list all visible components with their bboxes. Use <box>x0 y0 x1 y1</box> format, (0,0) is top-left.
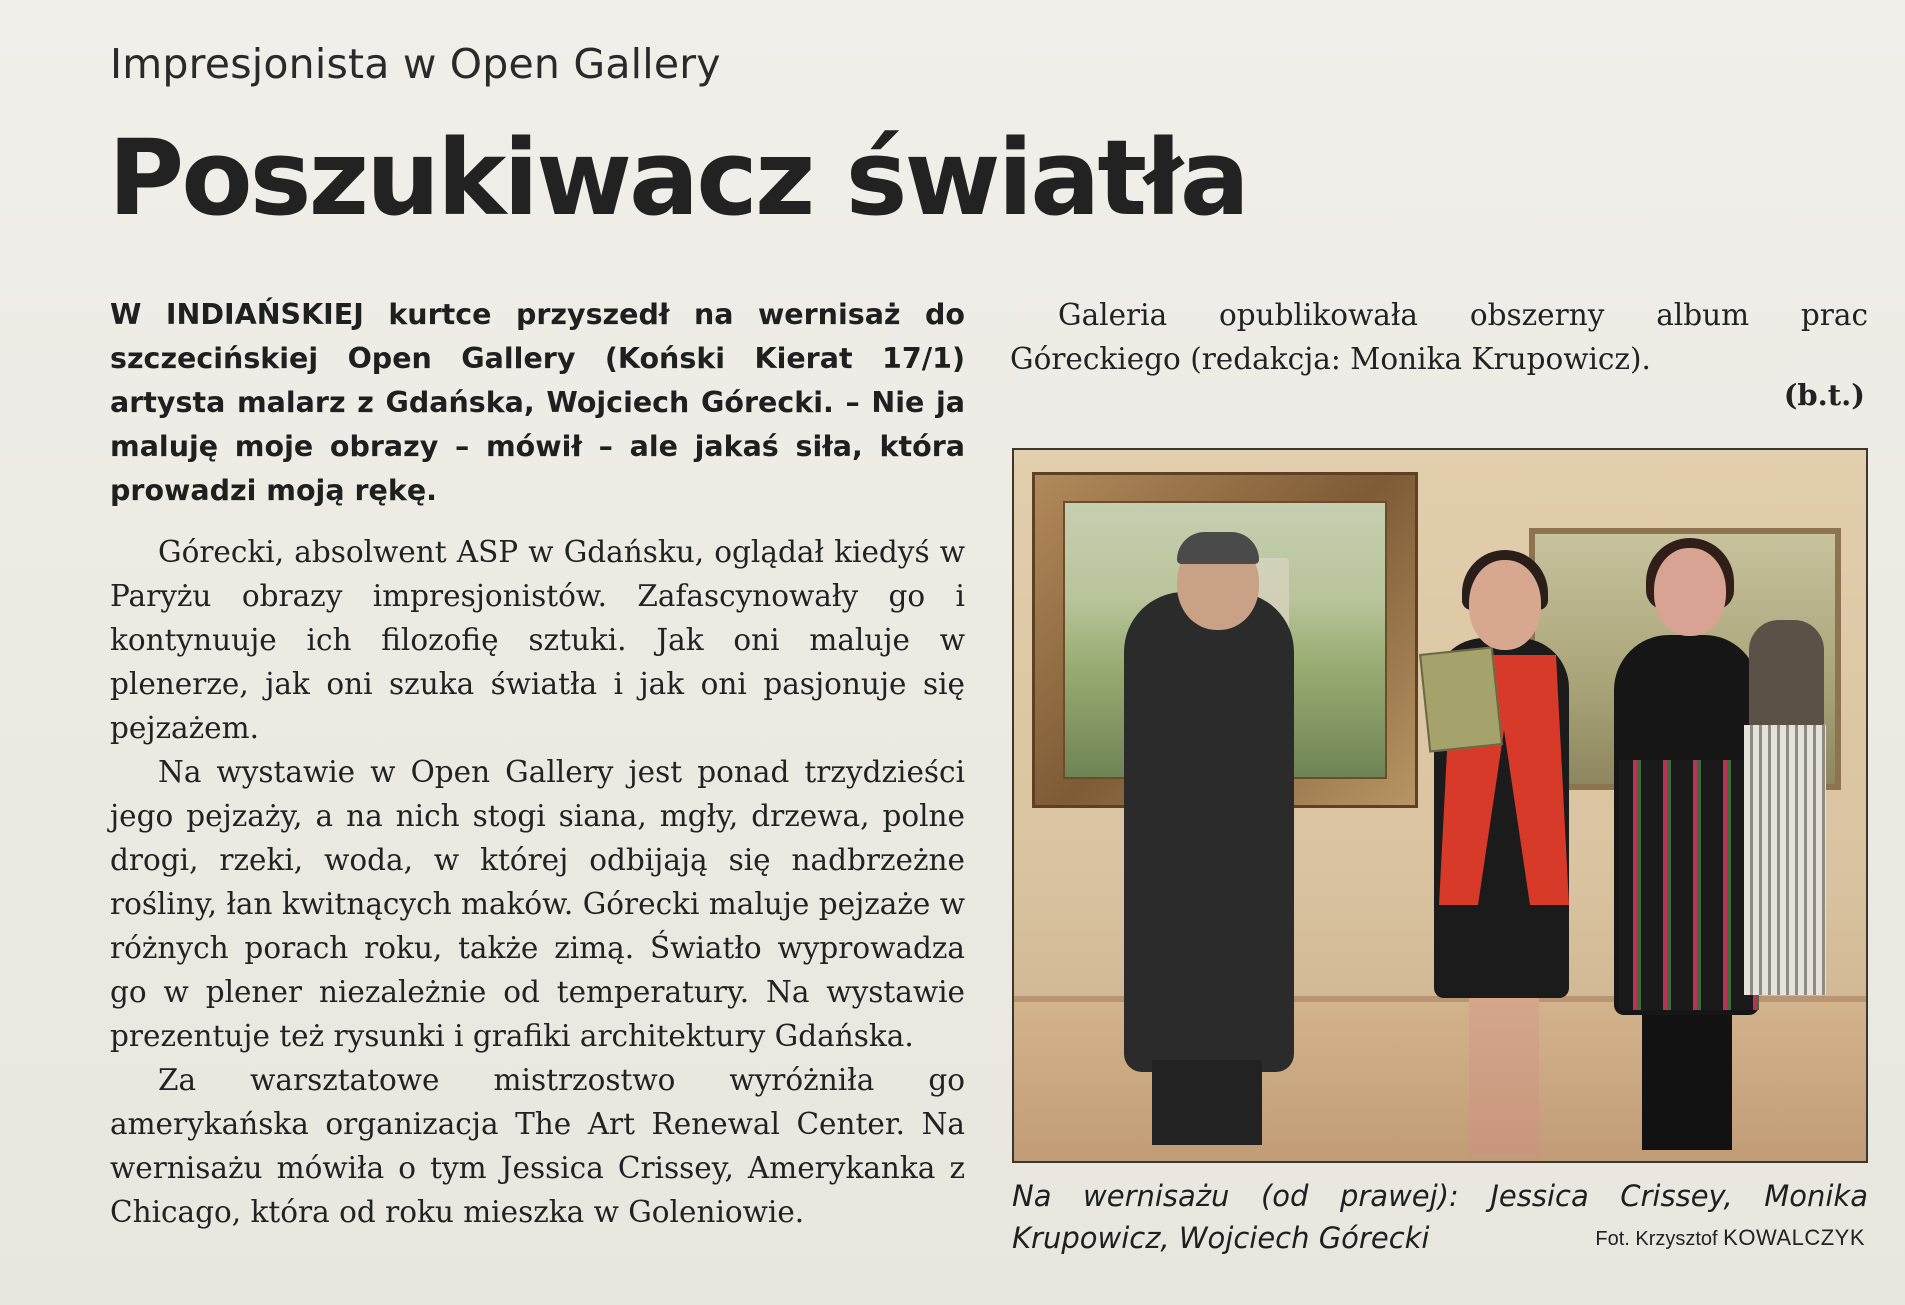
article-continuation <box>1010 293 1868 381</box>
sculpture-bust <box>1749 620 1824 730</box>
woman-right-head <box>1654 548 1726 636</box>
photo-credit <box>1595 1225 1865 1251</box>
article-photo <box>1012 448 1868 1163</box>
body-paragraph: Za warsztatowe mistrzostwo wyróżniła go amerykańska organizacja The Art Renewal Center. Na wernisażu mówiła o tym Jessica Crissey, Amerykanka z Chicago, która od roku mieszka w Goleniowie. <box>110 1063 965 1229</box>
photo-credit-name: KOWALCZYK <box>1723 1225 1865 1250</box>
woman-center-legs <box>1469 995 1539 1155</box>
woman-right-legs <box>1642 1010 1732 1150</box>
author-signature: (b.t.) <box>1783 378 1865 412</box>
body-paragraph: Na wystawie w Open Gallery jest ponad trzydzieści jego pejzaży, a na nich stogi siana, mgły, drzewa, polne drogi, rzeki, woda, w której odbijają się nadbrzeżne rośliny, łan kwitnących maków. Górecki maluje pejzaże w różnych porach roku, także zimą. Światło wyprowadza go w plener niezależnie od temperatury. Na wystawie prezentuje też rysunki i grafiki architektury Gdańska. <box>110 755 966 1053</box>
man-legs <box>1152 1060 1262 1145</box>
body-paragraph: Górecki, absolwent ASP w Gdańsku, oglądał kiedyś w Paryżu obrazy impresjonistów. Zafascynowały go i kontynuuje ich filozofię sztuki. Jak oni maluje w plenerze, jak oni szuka światła i jak oni pasjonuje się pejzażem. <box>110 535 965 745</box>
patterned-dress <box>1619 760 1759 1010</box>
man-hair <box>1177 532 1259 564</box>
article-headline: Poszukiwacz światła <box>108 117 1247 239</box>
sculpture-stand <box>1744 725 1826 995</box>
article-body <box>110 530 965 1234</box>
woman-center-head <box>1469 560 1541 650</box>
photo-credit-prefix: Fot. Krzysztof <box>1595 1228 1718 1250</box>
man-figure <box>1124 592 1294 1072</box>
article-kicker: Impresjonista w Open Gallery <box>110 40 721 88</box>
article-lead: W INDIAŃSKIEJ kurtce przyszedł na wernisaż do szczecińskiej Open Gallery (Koński Kierat 17/1) artysta malarz z Gdańska, Wojciech Górecki. – Nie ja maluję moje obrazy – mówił – ale jakaś siła, która prowadzi moją rękę. <box>110 298 965 507</box>
body-paragraph: Galeria opublikowała obszerny album prac Góreckiego (redakcja: Monika Krupowicz). <box>1010 298 1868 376</box>
photo-caption: Na wernisażu (od prawej): Jessica Crissey, Monika Krupowicz, Wojciech Górecki <box>1012 1179 1868 1255</box>
album-book <box>1419 646 1503 752</box>
